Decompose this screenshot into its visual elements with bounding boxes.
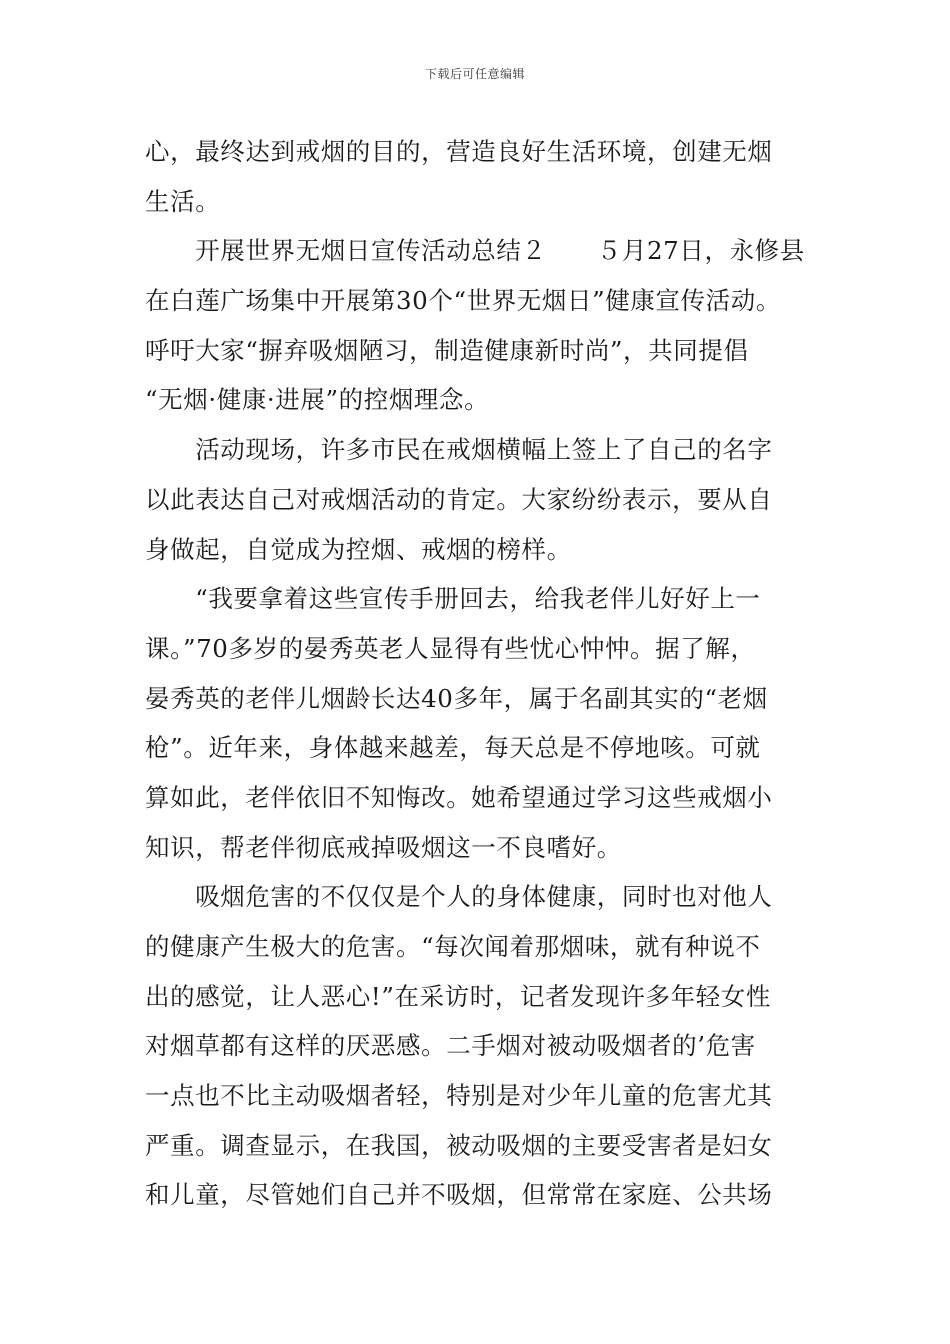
text-line: 出的感觉，让人恶心!”在采访时，记者发现许多年轻女性 [145,981,771,1011]
text-line: 心，最终达到戒烟的目的，营造良好生活环境，创建无烟 [145,137,773,166]
text-line: “无烟·健康·进展”的控烟理念。 [145,385,490,415]
text-line: 知识，帮老伴彻底戒掉吸烟这一不良嗜好。 [145,832,622,862]
text-line: 吸烟危害的不仅仅是个人的身体健康，同时也对他人 [145,882,773,912]
text-line: 课。”70多岁的晏秀英老人显得有些忧心忡忡。据了解， [145,633,756,663]
text-line: 的健康产生极大的危害。“每次闻着那烟味，就有种说不 [145,932,761,961]
text-line: 生活。 [145,186,221,216]
text-line: 算如此，老伴依旧不知悔改。她希望通过学习这些戒烟小 [145,782,773,812]
text-line: 对烟草都有这样的厌恶感。二手烟对被动吸烟者的’危害 [145,1031,756,1061]
text-line: 晏秀英的老伴儿烟龄长达40多年，属于名副其实的“老烟 [145,683,768,713]
text-line: 和儿童，尽管她们自己并不吸烟，但常常在家庭、公共场 [145,1180,773,1210]
document-body [145,127,825,1220]
text-line: 在白莲广场集中开展第30个“世界无烟日”健康宣传活动。 [145,286,781,316]
page-header-note: 下载后可任意编辑 [424,67,525,81]
text-line: 开展世界无烟日宣传活动总结２ ５月27日，永修县 [145,236,805,266]
text-line: 活动现场，许多市民在戒烟横幅上签上了自己的名字 [145,435,773,465]
text-line: 呼吁大家“摒弃吸烟陋习，制造健康新时尚”，共同提倡 [145,335,749,365]
text-line: 身做起，自觉成为控烟、戒烟的榜样。 [145,534,572,564]
text-line: 一点也不比主动吸烟者轻，特别是对少年儿童的危害尤其 [145,1081,773,1111]
text-line: 严重。调查显示，在我国，被动吸烟的主要受害者是妇女 [145,1130,773,1160]
text-line: “我要拿着这些宣传手册回去，给我老伴儿好好上一 [145,584,761,614]
text-line: 枪”。近年来，身体越来越差，每天总是不停地咳。可就 [145,733,761,763]
text-line: 以此表达自己对戒烟活动的肯定。大家纷纷表示，要从自 [145,484,773,514]
